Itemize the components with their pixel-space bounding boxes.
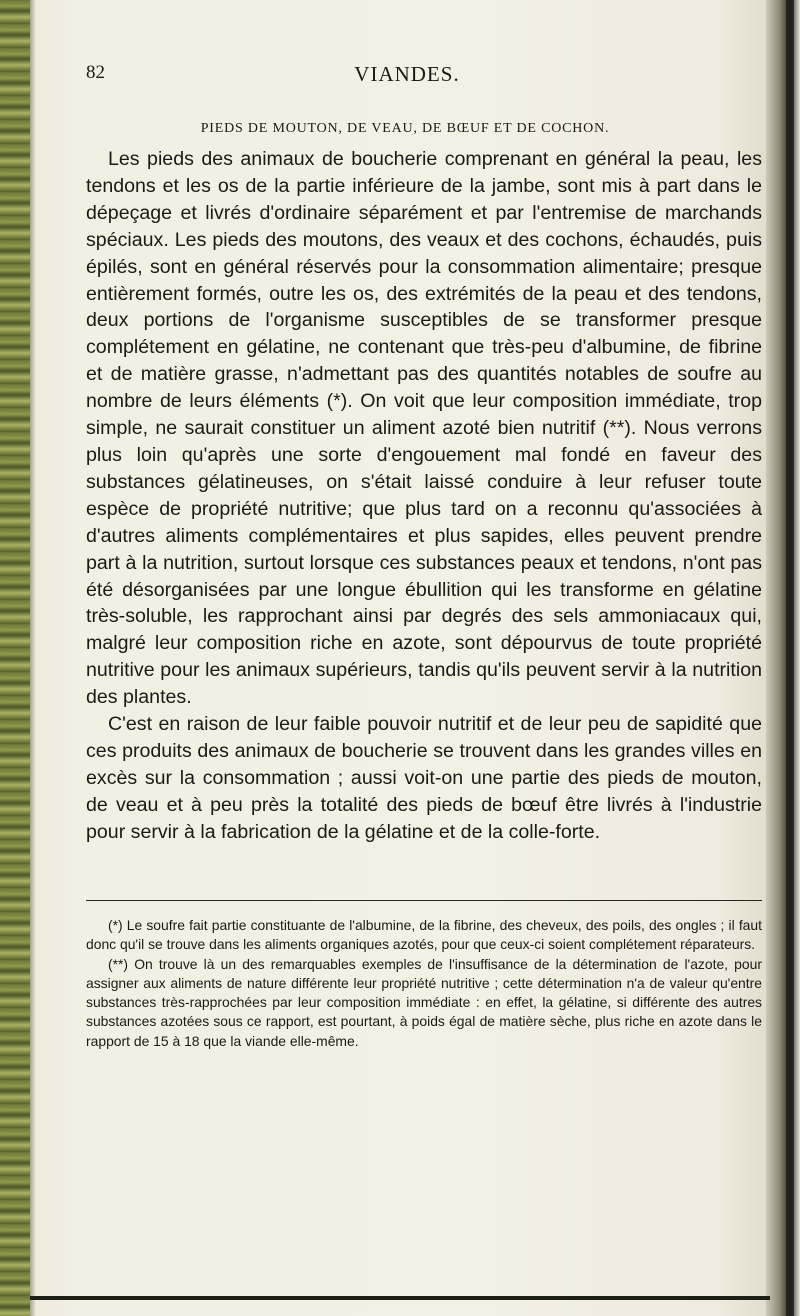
running-head: VIANDES.	[354, 62, 460, 86]
binding-edge-left	[0, 0, 30, 1316]
page-header	[62, 62, 752, 92]
binding-edge-right	[766, 0, 800, 1316]
bottom-edge-rule	[30, 1296, 770, 1300]
footnote: (**) On trouve là un des remarquables exemples de l'insuffisance de la détermination de l'azote, pour assigner aux aliments de nature différente leur propriété nutritive ; cette détermination n'a de valeur qu'entre substances très-rapprochées par leur composition immédiate : en effet, la gélatine, si différente des autres substances azotées sous ce rapport, est pourtant, à poids égal de matière sèche, plus riche en azote dans le rapport de 15 à 18 que la viande elle-même.	[86, 955, 762, 1049]
footnote-separator	[86, 900, 762, 901]
footnotes	[86, 916, 762, 1051]
paragraph: C'est en raison de leur faible pouvoir nutritif et de leur peu de sapidité que ces produits des animaux de boucherie se trouvent dans les grandes villes en excès sur la consommation ; aussi voit-on une partie des pieds de mouton, de veau et à peu près la totalité des pieds de bœuf être livrés à l'industrie pour servir à la fabrication de la gélatine et de la colle-forte.	[86, 713, 762, 843]
page-shadow-right	[786, 0, 794, 1316]
paragraph: Les pieds des animaux de boucherie comprenant en général la peau, les tendons et les os de la partie inférieure de la jambe, sont mis à part dans le dépeçage et livrés d'ordinaire séparément et par l'entremise de marchands spéciaux. Les pieds des moutons, des veaux et des cochons, échaudés, puis épilés, sont en général réservés pour la consommation alimentaire; presque entièrement formés, outre les os, des extrémités de la peau et des tendons, deux portions de l'organisme susceptibles de se transformer presque complétement en gélatine, ne contenant que très-peu d'albumine, de fibrine et de matière grasse, n'admettant pas des quantités notables de soufre au nombre de leurs éléments (*). On voit que leur composition immédiate, trop simple, ne saurait constituer un aliment azoté bien nutritif (**). Nous verrons plus loin qu'après une sorte d'engouement mal fondé en faveur des substances gélatineuses, on s'était laissé conduire à leur refuser toute espèce de propriété nutritive; que plus tard on a reconnu qu'associées à d'autres aliments complémentaires et plus sapides, elles peuvent prendre part à la nutrition, surtout lorsque ces substances peaux et tendons, n'ont pas été désorganisées par une longue ébullition qui les transforme en gélatine très-soluble, les rapprochant ainsi par degrés des sels ammoniacaux qui, malgré leur composition riche en azote, sont dépourvus de toute propriété nutritive pour les animaux supérieurs, tandis qu'ils peuvent servir à la nutrition des plantes.	[86, 148, 762, 709]
body-text	[86, 146, 762, 846]
footnote: (*) Le soufre fait partie constituante de l'albumine, de la fibrine, des cheveux, des poils, des ongles ; il faut donc qu'il se trouve dans les aliments organiques azotés, pour que ceux-ci soient complétement réparateurs.	[86, 917, 762, 953]
section-title: PIEDS DE MOUTON, DE VEAU, DE BŒUF ET DE COCHON.	[200, 121, 610, 136]
page-number: 82	[86, 62, 105, 83]
